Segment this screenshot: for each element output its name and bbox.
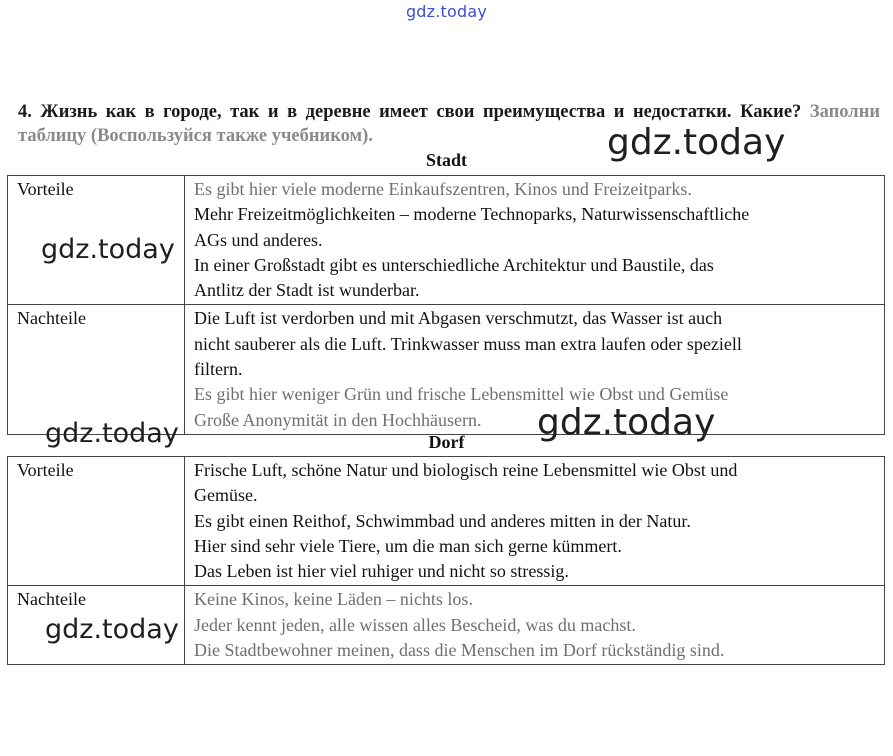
row-label: Vorteile bbox=[8, 457, 185, 586]
text-line: Mehr Freizeitmöglichkeiten – moderne Technoparks, Naturwissenschaftliche bbox=[194, 204, 750, 225]
text-line: Es gibt hier weniger Grün und frische Lebensmittel wie Obst und Gemüse bbox=[194, 384, 729, 405]
section-title-dorf: Dorf bbox=[428, 432, 465, 452]
text-line: Große Anonymität in den Hochhäusern. bbox=[194, 409, 482, 430]
text-line: Keine Kinos, keine Läden – nichts los. bbox=[194, 589, 473, 610]
row-content bbox=[185, 305, 885, 434]
table-row-stadt-vorteile bbox=[8, 176, 885, 305]
watermark: gdz.today bbox=[607, 122, 786, 163]
table-row-stadt-nachteile bbox=[8, 305, 885, 434]
text-line: Es gibt hier viele moderne Einkaufszentren, Kinos und Freizeitparks. bbox=[194, 179, 692, 199]
text-line: Die Luft ist verdorben und mit Abgasen verschmutzt, das Wasser ist auch bbox=[194, 308, 723, 329]
site-logo: gdz.today bbox=[405, 2, 488, 21]
text-line: Das Leben ist hier viel ruhiger und nicht so stressig. bbox=[194, 561, 569, 582]
watermark: gdz.today bbox=[537, 402, 716, 443]
row-content bbox=[185, 176, 885, 305]
row-label: Nachteile bbox=[8, 586, 185, 665]
row-content bbox=[185, 586, 885, 665]
text-line: Hier sind sehr viele Tiere, um die man sich gerne kümmert. bbox=[194, 535, 622, 556]
table-stadt bbox=[7, 175, 885, 435]
watermark: gdz.today bbox=[45, 418, 179, 449]
task-question: 4. Жизнь как в городе, так и в деревне имеет свои преимущества и недостатки. Какие? bbox=[18, 102, 802, 122]
text-line: Antlitz der Stadt ist wunderbar. bbox=[194, 280, 420, 301]
section-title-stadt: Stadt bbox=[425, 150, 467, 170]
text-line: Frische Luft, schöne Natur und biologisch reine Lebensmittel wie Obst und bbox=[194, 460, 738, 480]
text-line: Die Stadtbewohner meinen, dass die Menschen im Dorf rückständig sind. bbox=[194, 640, 725, 661]
table-dorf bbox=[7, 456, 885, 665]
text-line: In einer Großstadt gibt es unterschiedliche Architektur und Baustile, das bbox=[194, 254, 714, 275]
watermark: gdz.today bbox=[45, 614, 179, 645]
text-line: Gemüse. bbox=[194, 485, 258, 506]
task-text bbox=[18, 100, 880, 148]
row-content bbox=[185, 457, 885, 586]
text-line: filtern. bbox=[194, 359, 243, 380]
text-line: AGs und anderes. bbox=[194, 229, 323, 250]
table-row-dorf-vorteile bbox=[8, 457, 885, 586]
text-line: Jeder kennt jeden, alle wissen alles Bescheid, was du machst. bbox=[194, 614, 636, 635]
task-instruction: Заполни таблицу (Воспользуйся также учебником). bbox=[18, 102, 881, 146]
row-label: Nachteile bbox=[8, 305, 185, 434]
table-row-dorf-nachteile bbox=[8, 586, 885, 665]
watermark: gdz.today bbox=[41, 234, 175, 265]
text-line: nicht sauberer als die Luft. Trinkwasser muss man extra laufen oder speziell bbox=[194, 333, 742, 354]
row-label: Vorteile bbox=[8, 176, 185, 305]
text-line: Es gibt einen Reithof, Schwimmbad und anderes mitten in der Natur. bbox=[194, 510, 691, 531]
